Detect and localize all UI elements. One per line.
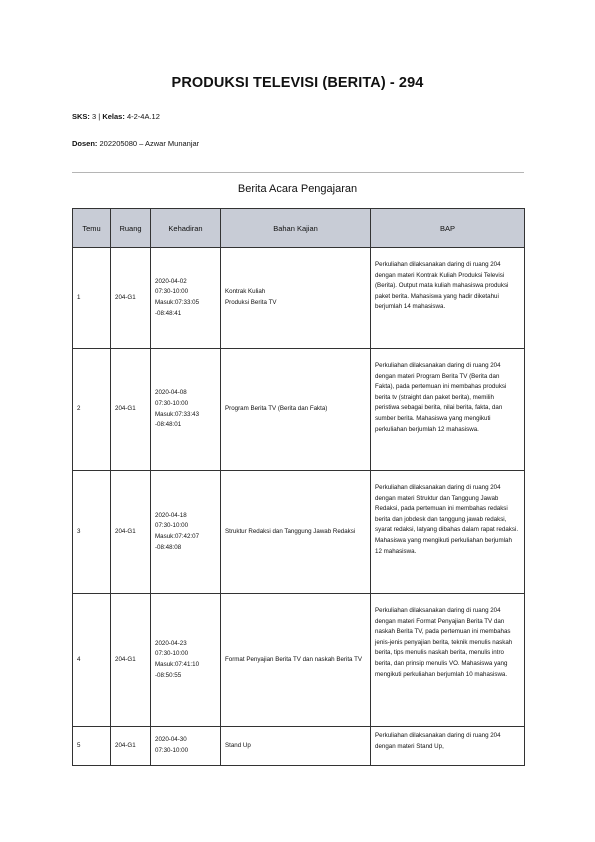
cell-kehadiran: 2020-04-18 07:30-10:00 Masuk:07:42:07 -08:48:08: [151, 471, 221, 594]
bap-text: Perkuliahan dilaksanakan daring di ruang 204 dengan materi Kontrak Kuliah Produksi Televisi (Berita). Output mata kuliah mahasiswa produksi paket berita. Mahasiswa yang hadir diketahui berjumlah 14 mahasiswa.: [375, 261, 509, 311]
cell-ruang: 204-G1: [111, 727, 151, 766]
cell-kehadiran: 2020-04-02 07:30-10:00 Masuk:07:33:05 -08:48:41: [151, 248, 221, 349]
cell-bahan-kajian: Kontrak Kuliah Produksi Berita TV: [221, 248, 371, 349]
cell-kehadiran: 2020-04-08 07:30-10:00 Masuk:07:33:43 -08:48:01: [151, 349, 221, 471]
cell-ruang: 204-G1: [111, 248, 151, 349]
cell-temu: 3: [73, 471, 111, 594]
bap-text: Perkuliahan dilaksanakan daring di ruang 204 dengan materi Stand Up,: [375, 732, 501, 750]
cell-temu: 5: [73, 727, 111, 766]
header-kehadiran: Kehadiran: [151, 209, 221, 248]
cell-bahan-kajian: Format Penyajian Berita TV dan naskah Berita TV: [221, 594, 371, 727]
cell-temu: 4: [73, 594, 111, 727]
cell-ruang: 204-G1: [111, 349, 151, 471]
cell-bahan-kajian: Program Berita TV (Berita dan Fakta): [221, 349, 371, 471]
header-bahan-kajian: Bahan Kajian: [221, 209, 371, 248]
cell-bahan-kajian: Struktur Redaksi dan Tanggung Jawab Redaksi: [221, 471, 371, 594]
cell-bap: [371, 471, 525, 594]
table-row: [73, 248, 525, 349]
table-header-row: [73, 209, 525, 248]
cell-ruang: 204-G1: [111, 594, 151, 727]
page-title: PRODUKSI TELEVISI (BERITA) - 294: [171, 75, 424, 91]
kelas-value: 4-2-4A.12: [126, 112, 160, 121]
cell-temu: 1: [73, 248, 111, 349]
info-separator: |: [98, 112, 101, 121]
kelas-label: Kelas:: [102, 112, 125, 121]
cell-temu: 2: [73, 349, 111, 471]
section-title: Berita Acara Pengajaran: [237, 183, 358, 195]
cell-kehadiran: 2020-04-30 07:30-10:00: [151, 727, 221, 766]
sks-label: SKS:: [72, 112, 90, 121]
bap-text: Perkuliahan dilaksanakan daring di ruang 204 dengan materi Format Penyajian Berita TV dan naskah Berita TV, pada pertemuan ini membahas jenis-jenis penyajian berita, teknik menulis naskah berita, tips menulis naskah berita, menulis intro berita, dan prinsip menulis VO. Mahasiswa yang mengikuti perkuliahan berjumlah 10 mahasiswa.: [375, 607, 513, 678]
sks-value: 3: [92, 112, 97, 121]
table-row: [73, 727, 525, 766]
header-temu: Temu: [73, 209, 111, 248]
cell-ruang: 204-G1: [111, 471, 151, 594]
header-ruang: Ruang: [111, 209, 151, 248]
table-row: [73, 594, 525, 727]
bap-text: Perkuliahan dilaksanakan daring di ruang 204 dengan materi Program Berita TV (Berita dan Fakta), pada pertemuan ini membahas produksi berita tv (straight dan paket berita), memilih peristiwa sebagai berita, nilai berita, fakta, dan sumber berita. Mahasiswa yang mengikuti perkuliahan berjumlah 12 mahasiswa.: [375, 362, 507, 433]
cell-kehadiran: 2020-04-23 07:30-10:00 Masuk:07:41:10 -08:50:55: [151, 594, 221, 727]
bap-text: Perkuliahan dilaksanakan daring di ruang 204 dengan materi Struktur dan Tanggung Jawab Redaksi, pada pertemuan ini membahas redaksi berita dan jobdesk dan tanggung jawab redaksi, syarat redaksi, latyang dibahas dalam rapat redaksi. Mahasiswa yang mengikuti perkuliahan berjumlah 12 mahasiswa.: [375, 484, 519, 555]
table-row: [73, 349, 525, 471]
dosen-label: Dosen:: [72, 139, 98, 148]
cell-bahan-kajian: Stand Up: [221, 727, 371, 766]
lecturer-line: [72, 139, 199, 148]
cell-bap: [371, 727, 525, 766]
divider: [72, 172, 524, 173]
cell-bap: [371, 248, 525, 349]
cell-bap: [371, 594, 525, 727]
course-info-line: [72, 112, 160, 121]
cell-bap: [371, 349, 525, 471]
header-bap: BAP: [371, 209, 525, 248]
table-row: [73, 471, 525, 594]
teaching-record-table: [72, 208, 525, 766]
dosen-value: 202205080 – Azwar Munanjar: [99, 139, 200, 148]
